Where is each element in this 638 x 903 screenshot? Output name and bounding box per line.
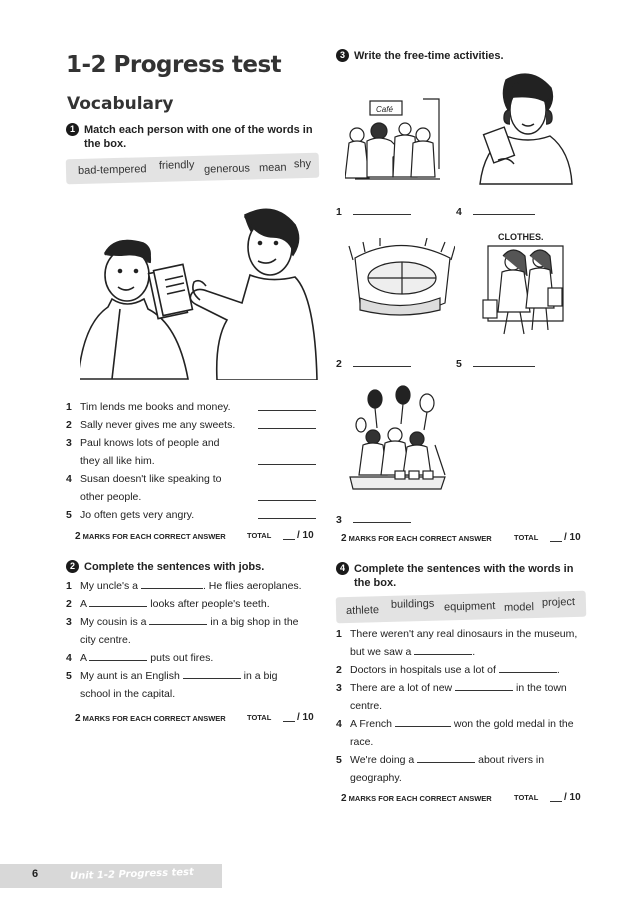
item-number: 1 — [336, 206, 342, 218]
item-text: Sally never gives me any sweets. — [80, 419, 236, 431]
answer-blank[interactable] — [258, 454, 316, 465]
ex4-word: model — [503, 601, 535, 614]
answer-blank[interactable] — [473, 356, 535, 367]
item-number: 2 — [66, 419, 72, 431]
total-suffix: / 10 — [297, 712, 314, 723]
answer-blank[interactable] — [258, 418, 316, 429]
total-suffix: / 10 — [564, 792, 581, 803]
marks-text: MARKS FOR EACH CORRECT ANSWER — [82, 714, 226, 723]
answer-blank[interactable] — [353, 204, 411, 215]
marks-number: 2 — [75, 713, 81, 724]
list-item — [336, 733, 591, 751]
item-text: Tim lends me books and money. — [80, 401, 231, 413]
list-item — [66, 667, 326, 685]
ex3-label-3 — [336, 511, 411, 529]
cafe-sign: Café — [376, 105, 393, 114]
item-number: 3 — [66, 437, 72, 449]
item-number: 2 — [66, 598, 72, 610]
section-title: Vocabulary — [67, 94, 174, 114]
item-number: 4 — [456, 206, 462, 218]
item-text: they all like him. — [80, 455, 155, 467]
item-number: 3 — [336, 682, 342, 694]
footer-label: Unit 1-2 Progress test — [69, 866, 195, 883]
cafe-friends-illustration — [345, 95, 445, 185]
item-text: My uncle's a — [80, 580, 139, 592]
answer-blank[interactable] — [473, 204, 535, 215]
answer-blank[interactable] — [414, 644, 472, 655]
page-number: 6 — [32, 868, 39, 880]
total-blank[interactable] — [550, 793, 562, 802]
list-item — [336, 751, 591, 769]
ex3-heading — [336, 49, 591, 63]
item-text: won the gold medal in the — [453, 718, 574, 730]
item-text: race. — [350, 736, 374, 748]
item-text: about rivers in — [478, 754, 545, 766]
item-number: 4 — [336, 718, 342, 730]
list-item — [336, 715, 591, 733]
item-text: Jo often gets very angry. — [80, 509, 195, 521]
answer-blank[interactable] — [89, 650, 147, 661]
ex2-marks-row — [75, 713, 315, 724]
page-title: 1-2 Progress test — [66, 52, 282, 78]
ex2-heading — [66, 560, 321, 574]
list-item — [66, 631, 326, 649]
total-label: TOTAL — [514, 533, 539, 542]
item-text: school in the capital. — [80, 688, 176, 700]
total-blank[interactable] — [550, 533, 562, 542]
list-item — [66, 613, 326, 631]
ex1-word: bad-tempered — [77, 163, 147, 177]
item-text: We're doing a — [350, 754, 415, 766]
list-item — [336, 697, 591, 715]
item-text: but we saw a — [350, 646, 412, 658]
list-item — [66, 649, 326, 667]
item-number: 3 — [66, 616, 72, 628]
ex1-word: mean — [258, 161, 287, 175]
total-suffix: / 10 — [564, 532, 581, 543]
item-text: A — [80, 598, 87, 610]
ex4-heading — [336, 562, 586, 590]
total-label: TOTAL — [247, 531, 272, 540]
list-item — [66, 434, 318, 452]
ex3-marks-row — [341, 533, 586, 544]
list-item — [336, 679, 591, 697]
ex3-label-2 — [336, 355, 411, 373]
total-label: TOTAL — [247, 713, 272, 722]
list-item — [66, 416, 318, 434]
item-number: 2 — [336, 358, 342, 370]
ex1-word-box — [66, 153, 320, 185]
list-item — [66, 595, 326, 613]
total-blank[interactable] — [283, 531, 295, 540]
item-text: . — [472, 646, 476, 658]
ex4-word-box — [336, 591, 587, 624]
marks-number: 2 — [75, 531, 81, 542]
stadium-match-illustration — [345, 238, 455, 318]
answer-blank[interactable] — [353, 356, 411, 367]
item-number: 5 — [66, 509, 72, 521]
item-text: Doctors in hospitals use a lot of — [350, 664, 496, 676]
answer-blank[interactable] — [353, 512, 411, 523]
ex1-word: shy — [293, 157, 312, 171]
ex3-label-1 — [336, 203, 411, 221]
item-number: 4 — [66, 652, 72, 664]
ex2-number: 2 — [66, 560, 79, 573]
item-text: A — [80, 652, 87, 664]
ex4-word: athlete — [345, 604, 380, 618]
ex3-instruction: Write the free-time activities. — [354, 50, 504, 62]
ex4-number: 4 — [336, 562, 349, 575]
answer-blank[interactable] — [258, 508, 316, 519]
list-item — [66, 685, 326, 703]
ex1-heading — [66, 123, 321, 151]
answer-blank[interactable] — [499, 662, 557, 673]
ex3-label-5 — [456, 355, 535, 373]
marks-text: MARKS FOR EACH CORRECT ANSWER — [82, 532, 226, 541]
answer-blank[interactable] — [183, 668, 241, 679]
list-item — [66, 470, 318, 488]
ex2-item-list — [66, 577, 326, 703]
marks-text: MARKS FOR EACH CORRECT ANSWER — [348, 794, 492, 803]
item-text: looks after people's teeth. — [150, 598, 270, 610]
item-text: in the town — [515, 682, 567, 694]
ex1-word: generous — [203, 162, 251, 176]
answer-blank[interactable] — [455, 680, 513, 691]
item-number: 1 — [336, 628, 342, 640]
ex4-instruction: Complete the sentences with the words in the box. — [354, 563, 574, 589]
marks-text: MARKS FOR EACH CORRECT ANSWER — [348, 534, 492, 543]
total-suffix: / 10 — [297, 530, 314, 541]
answer-blank[interactable] — [149, 614, 207, 625]
item-number: 4 — [66, 473, 72, 485]
item-text: . — [556, 664, 560, 676]
item-text: My cousin is a — [80, 616, 147, 628]
answer-blank[interactable] — [89, 596, 147, 607]
item-text: puts out fires. — [150, 652, 214, 664]
item-text: other people. — [80, 491, 142, 503]
clothes-shopping-illustration — [478, 228, 573, 340]
item-text: centre. — [350, 700, 383, 712]
answer-blank[interactable] — [417, 752, 475, 763]
item-text: geography. — [350, 772, 402, 784]
item-text: Paul knows lots of people and — [80, 437, 220, 449]
list-item — [336, 625, 591, 643]
item-text: There weren't any real dinosaurs in the museum, — [350, 628, 578, 640]
item-text: Susan doesn't like speaking to — [80, 473, 222, 485]
list-item — [66, 488, 318, 506]
item-number: 5 — [336, 754, 342, 766]
ex4-item-list — [336, 625, 591, 787]
ex3-number: 3 — [336, 49, 349, 62]
two-boys-books-illustration — [80, 205, 320, 380]
item-text: in a big shop in the — [210, 616, 299, 628]
clothes-sign: CLOTHES. — [498, 232, 544, 242]
marks-number: 2 — [341, 793, 347, 804]
answer-blank[interactable] — [395, 716, 451, 727]
list-item — [66, 398, 318, 416]
item-number: 3 — [336, 514, 342, 526]
item-text: in a big — [243, 670, 278, 682]
item-number: 5 — [66, 670, 72, 682]
item-number: 2 — [336, 664, 342, 676]
answer-blank[interactable] — [258, 490, 316, 501]
list-item — [66, 506, 318, 524]
item-number: 1 — [66, 401, 72, 413]
item-text: . He flies aeroplanes. — [202, 580, 302, 592]
item-number: 5 — [456, 358, 462, 370]
item-number: 1 — [66, 580, 72, 592]
list-item — [336, 769, 591, 787]
item-text: city centre. — [80, 634, 131, 646]
ex4-marks-row — [341, 793, 586, 804]
list-item — [336, 643, 591, 661]
marks-number: 2 — [341, 533, 347, 544]
item-text: My aunt is an English — [80, 670, 180, 682]
ex4-word: buildings — [390, 597, 435, 611]
ex4-word: project — [541, 596, 576, 609]
ex3-label-4 — [456, 203, 535, 221]
list-item — [336, 661, 591, 679]
total-label: TOTAL — [514, 793, 539, 802]
ex2-instruction: Complete the sentences with jobs. — [84, 561, 265, 573]
total-blank[interactable] — [283, 713, 295, 722]
headphones-man-illustration — [476, 70, 576, 185]
list-item — [66, 577, 326, 595]
ex4-word: equipment — [443, 600, 496, 614]
answer-blank[interactable] — [141, 578, 203, 589]
item-text: A French — [350, 718, 393, 730]
ex1-number: 1 — [66, 123, 79, 136]
ex1-item-list — [66, 398, 318, 524]
ex1-marks-row — [75, 531, 315, 542]
party-balloons-illustration — [345, 385, 450, 495]
ex1-word: friendly — [158, 158, 195, 172]
ex1-instruction: Match each person with one of the words in the box. — [84, 124, 313, 150]
item-text: There are a lot of new — [350, 682, 453, 694]
answer-blank[interactable] — [258, 400, 316, 411]
list-item — [66, 452, 318, 470]
